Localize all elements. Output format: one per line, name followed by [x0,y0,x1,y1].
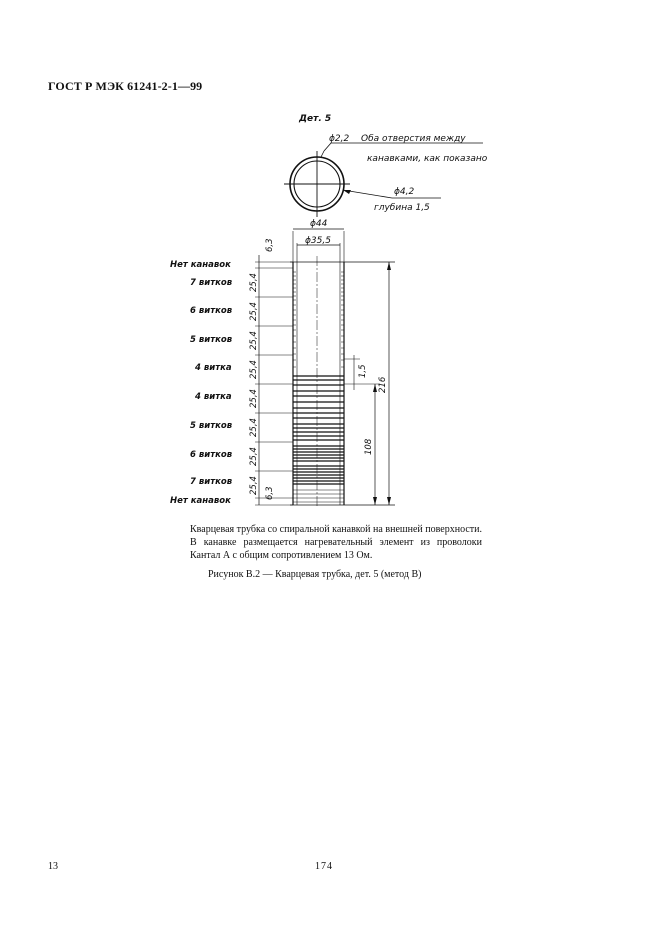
label-4-turns-top: 4 витка [195,363,232,373]
dim-25-4-h: 25,4 [249,476,259,495]
dim-108: 108 [364,438,374,455]
groove-bands [293,272,344,502]
label-6-turns-bottom: 6 витков [190,450,233,460]
label-6-turns-top: 6 витков [190,306,233,316]
dim-6-3-bottom: 6,3 [265,486,275,500]
dim-1-5: 1,5 [358,364,368,378]
dim-25-4-d: 25,4 [249,360,259,379]
hole2-depth-label: глубина 1,5 [374,203,430,213]
dim-25-4-b: 25,4 [249,302,259,321]
dim-25-4-g: 25,4 [249,447,259,466]
hole-note-line2: канавками, как показано [367,154,488,164]
hole2-dia-label: ϕ4,2 [394,187,415,197]
dim-25-4-a: 25,4 [249,273,259,292]
dim-25-4-f: 25,4 [249,418,259,437]
label-no-grooves-bottom: Нет канавок [170,496,231,506]
hole-note-line1: Оба отверстия между [361,134,466,144]
label-7-turns-top: 7 витков [190,278,233,288]
label-4-turns-bottom: 4 витка [195,392,232,402]
document-header: ГОСТ Р МЭК 61241-2-1—99 [48,79,203,93]
page-number-left: 13 [48,861,58,872]
label-7-turns-bottom: 7 витков [190,477,233,487]
figure-caption: Кварцевая трубка со спиральной канавкой на внешней поверхности. В канавке размещается нагревательный элемент из проволоки Кантал А с общим сопротивлением 13 Ом. [190,524,482,561]
label-5-turns-bottom: 5 витков [190,421,233,431]
dim-25-4-e: 25,4 [249,389,259,408]
figure-title: Рисунок В.2 — Кварцевая трубка, дет. 5 (метод В) [208,569,422,580]
dim-25-4-c: 25,4 [249,331,259,350]
dim-6-3-top: 6,3 [265,238,275,252]
inner-dia-label: ϕ35,5 [305,236,331,246]
label-5-turns-top: 5 витков [190,335,233,345]
outer-dia-label: ϕ44 [310,219,328,229]
dim-216: 216 [378,376,388,393]
quartz-tube-drawing [160,108,500,513]
part-label: Дет. 5 [299,114,332,124]
page-number-center: 174 [315,861,333,872]
hole-dia-label: ϕ2,2 [329,134,350,144]
left-dimension-chain [255,255,293,505]
label-no-grooves-top: Нет канавок [170,260,231,270]
